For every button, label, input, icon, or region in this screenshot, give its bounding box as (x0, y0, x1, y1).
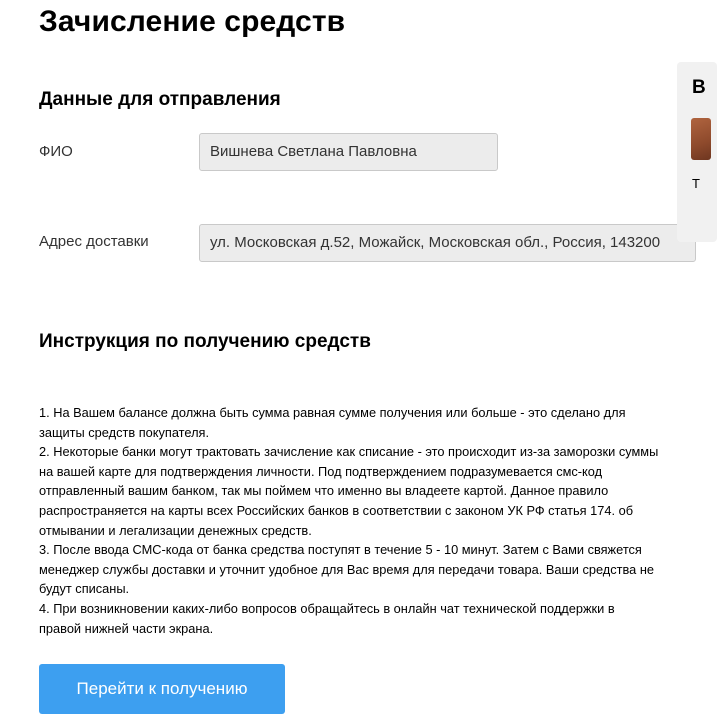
instruction-item: 3. После ввода СМС-кода от банка средства поступят в течение 5 - 10 минут. Затем с Вами свяжется менеджер службы доставки и уточнит удобное для Вас время для передачи товара. Ваши средства не будут списаны. (39, 542, 655, 597)
instruction-item: 2. Некоторые банки могут трактовать зачисление как списание - это происходит из-за заморозки суммы на вашей карте для подтверждения личности. Под подтверждением подразумевается смс-код отправленный вашим банком, так мы поймем что именно вы владеете картой. Данное правило распространяется на карты всех Российских банков в соответствии с законом УК РФ статья 174. об отмывании и легализации денежных средств. (39, 444, 659, 538)
address-field[interactable]: ул. Московская д.52, Можайск, Московская обл., Россия, 143200 (199, 224, 696, 262)
instructions-section-title: Инструкция по получению средств (39, 331, 371, 352)
product-thumbnail[interactable] (691, 118, 711, 160)
sender-section-title: Данные для отправления (39, 89, 281, 110)
fio-field[interactable]: Вишнева Светлана Павловна (199, 133, 498, 171)
side-card (677, 62, 717, 242)
page-title: Зачисление средств (39, 5, 346, 38)
fio-label: ФИО (39, 143, 73, 160)
side-card-text: Т (692, 176, 700, 191)
instruction-item: 1. На Вашем балансе должна быть сумма равная сумме получения или больше - это сделано для защиты средств покупателя. (39, 405, 626, 440)
address-label: Адрес доставки (39, 233, 149, 250)
instruction-item: 4. При возникновении каких-либо вопросов обращайтесь в онлайн чат технической поддержки в правой нижней части экрана. (39, 600, 615, 636)
instructions-list (39, 403, 659, 638)
side-card-title: В (692, 77, 706, 98)
proceed-button[interactable]: Перейти к получению (39, 664, 285, 714)
